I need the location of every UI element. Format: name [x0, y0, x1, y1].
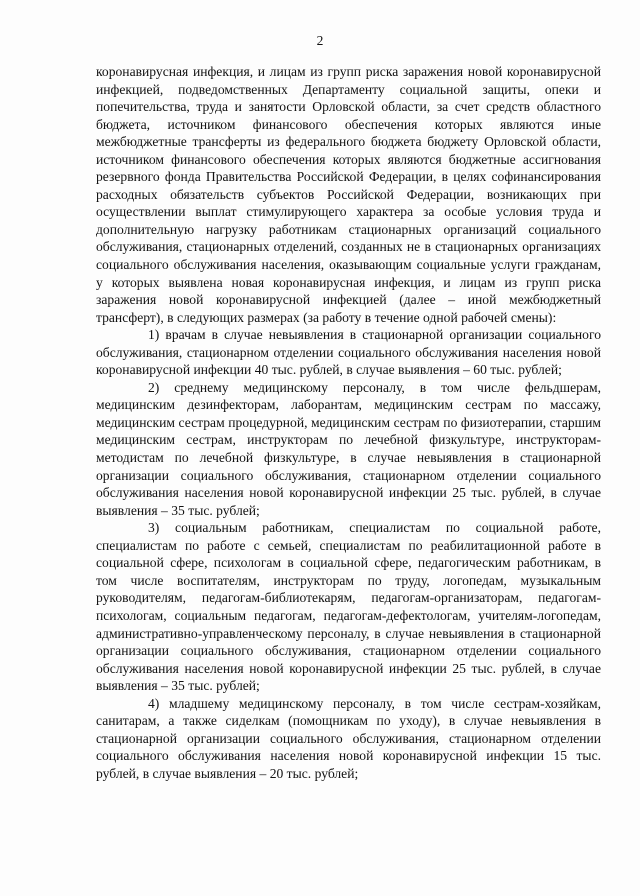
paragraph-continuation: коронавирусная инфекция, и лицам из групп риска заражения новой коронавирусной инфекцией, подведомственных Департаменту социальной защиты, опеки и попечительства, труда и занятости Орловской области, за счет средств областного бюджета, источником финансового обеспечения которых являются иные межбюджетные трансферты из федерального бюджета бюджету Орловской области, источником финансового обеспечения которых являются бюджетные ассигнования резервного фонда Правительства Российской Федерации, в целях софинансирования расходных обязательств субъектов Российской Федерации, возникающих при осуществлении выплат стимулирующего характера за особые условия труда и дополнительную нагрузку работникам стационарных организаций социального обслуживания, стационарных отделений, созданных не в стационарных организациях социального обслуживания населения, оказывающим социальные услуги гражданам, у которых выявлена новая коронавирусная инфекция, и лицам из групп риска заражения новой коронавирусной инфекцией (далее – иной межбюджетный трансферт), в следующих размерах (за работу в течение одной рабочей смены):: [96, 64, 601, 325]
paragraph-item-3: 3) социальным работникам, специалистам по социальной работе, специалистам по работе с семьей, специалистам по реабилитационной работе в социальной сфере, психологам в социальной сфере, педагогическим работникам, в том числе воспитателям, инструкторам по труду, логопедам, музыкальным руководителям, педагогам-библиотекарям, педагогам-организаторам, педагогам-психологам, социальным педагогам, педагогам-дефектологам, учителям-логопедам, административно-управленческому персоналу, в случае невыявления в стационарной организации социального обслуживания, стационарном отделении социального обслуживания населения новой коронавирусной инфекции 25 тыс. рублей, в случае выявления – 35 тыс. рублей;: [96, 520, 601, 694]
paragraph-item-4: 4) младшему медицинскому персоналу, в том числе сестрам-хозяйкам, санитарам, а также сиделкам (помощникам по уходу), в случае невыявления в стационарной организации социального обслуживания, стационарном отделении социального обслуживания населения новой коронавирусной инфекции 15 тыс. рублей, в случае выявления – 20 тыс. рублей;: [96, 695, 601, 781]
page-number: 2: [316, 33, 324, 48]
document-body: [96, 63, 601, 782]
paragraph-item-1: 1) врачам в случае невыявления в стационарной организации социального обслуживания, стационарном отделении социального обслуживания населения новой коронавирусной инфекции 40 тыс. рублей, в случае выявления – 60 тыс. рублей;: [96, 327, 601, 378]
paragraph-item-2: 2) среднему медицинскому персоналу, в том числе фельдшерам, медицинским дезинфекторам, лаборантам, медицинским сестрам по массажу, медицинским сестрам процедурной, медицинским сестрам по физиотерапии, старшим медицинским сестрам, инструкторам по лечебной физкультуре, инструкторам-методистам по лечебной физкультуре, в случае невыявления в стационарной организации социального обслуживания, стационарном отделении социального обслуживания населения новой коронавирусной инфекции 25 тыс. рублей, в случае выявления – 35 тыс. рублей;: [96, 379, 601, 518]
